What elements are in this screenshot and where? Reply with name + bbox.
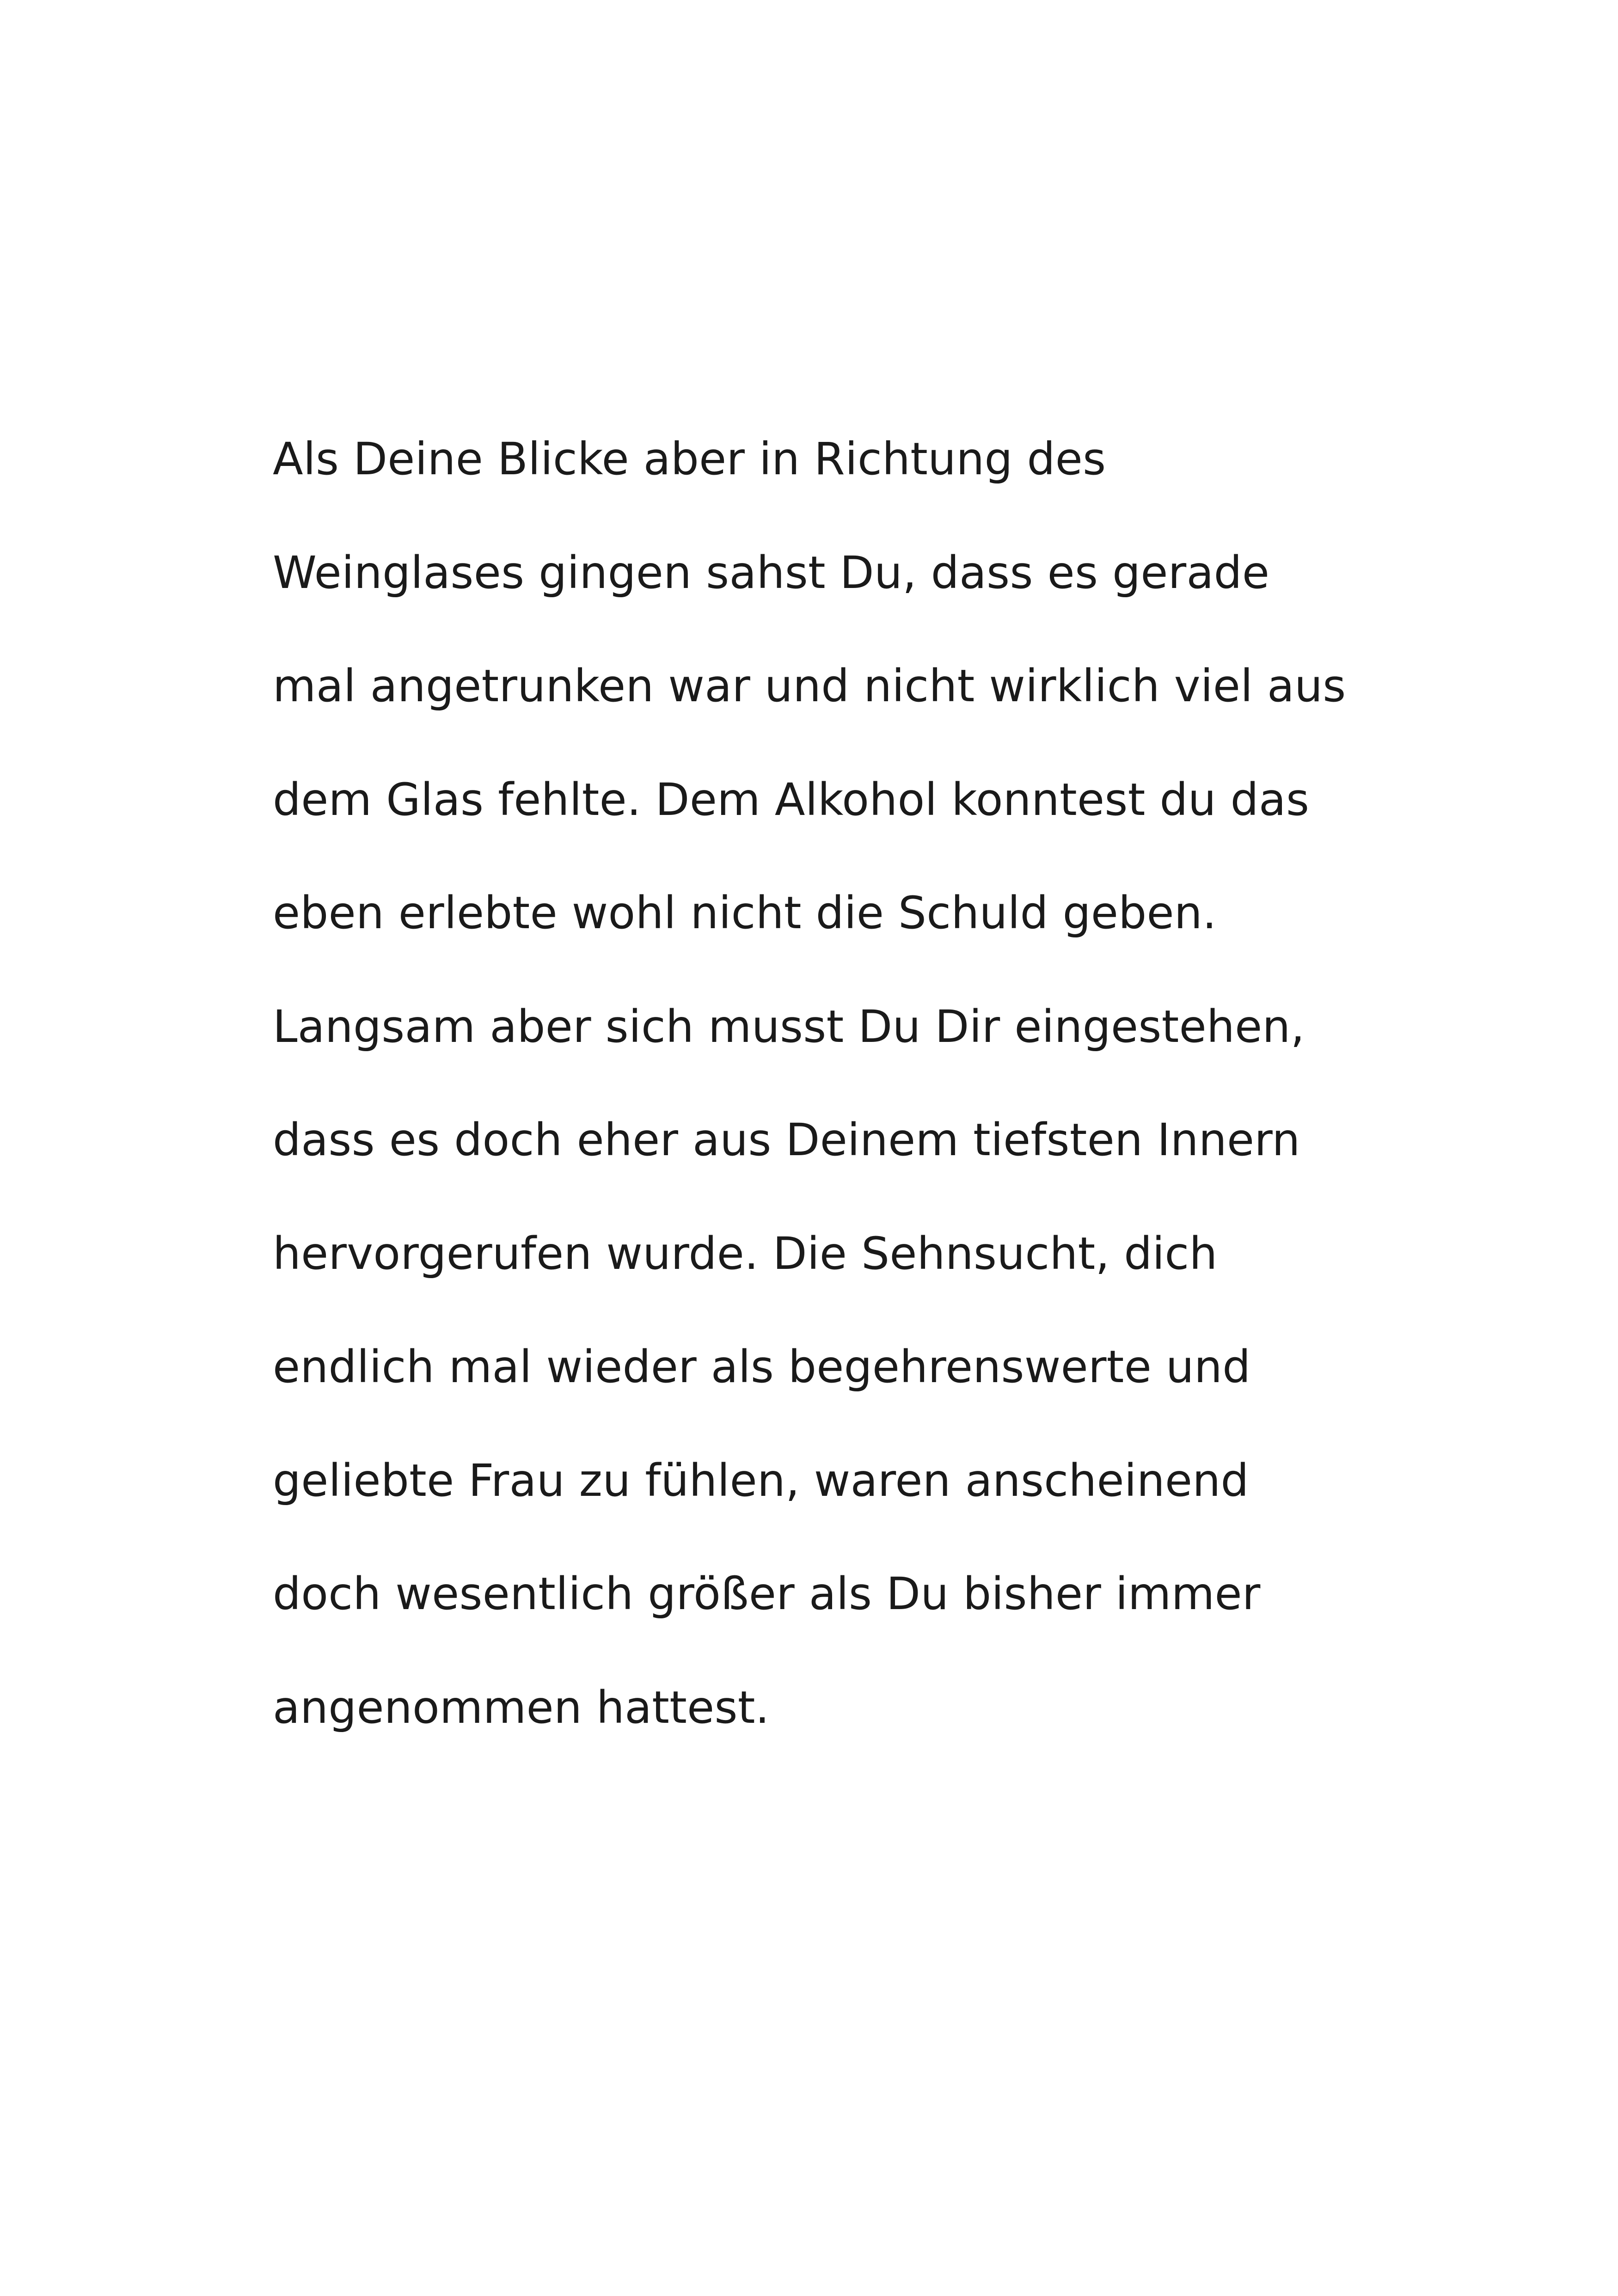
text-line: Langsam aber sich musst Du Dir eingestehen, <box>273 1000 1305 1053</box>
text-line: angenommen hattest. <box>273 1681 770 1733</box>
text-line: dass es doch eher aus Deinem tiefsten Innern <box>273 1114 1300 1166</box>
text-line: doch wesentlich größer als Du bisher immer <box>273 1568 1261 1620</box>
text-line: hervorgerufen wurde. Die Sehnsucht, dich <box>273 1227 1218 1280</box>
text-line: mal angetrunken war und nicht wirklich viel aus <box>273 660 1346 712</box>
body-paragraph <box>273 417 1382 1779</box>
text-line: eben erlebte wohl nicht die Schuld geben. <box>273 887 1217 939</box>
text-line: endlich mal wieder als begehrenswerte und <box>273 1341 1251 1393</box>
text-line: Als Deine Blicke aber in Richtung des <box>273 433 1106 485</box>
text-line: dem Glas fehlte. Dem Alkohol konntest du das <box>273 773 1310 826</box>
text-line: Weinglases gingen sahst Du, dass es gerade <box>273 546 1270 599</box>
text-line: geliebte Frau zu fühlen, waren anscheinend <box>273 1454 1249 1506</box>
